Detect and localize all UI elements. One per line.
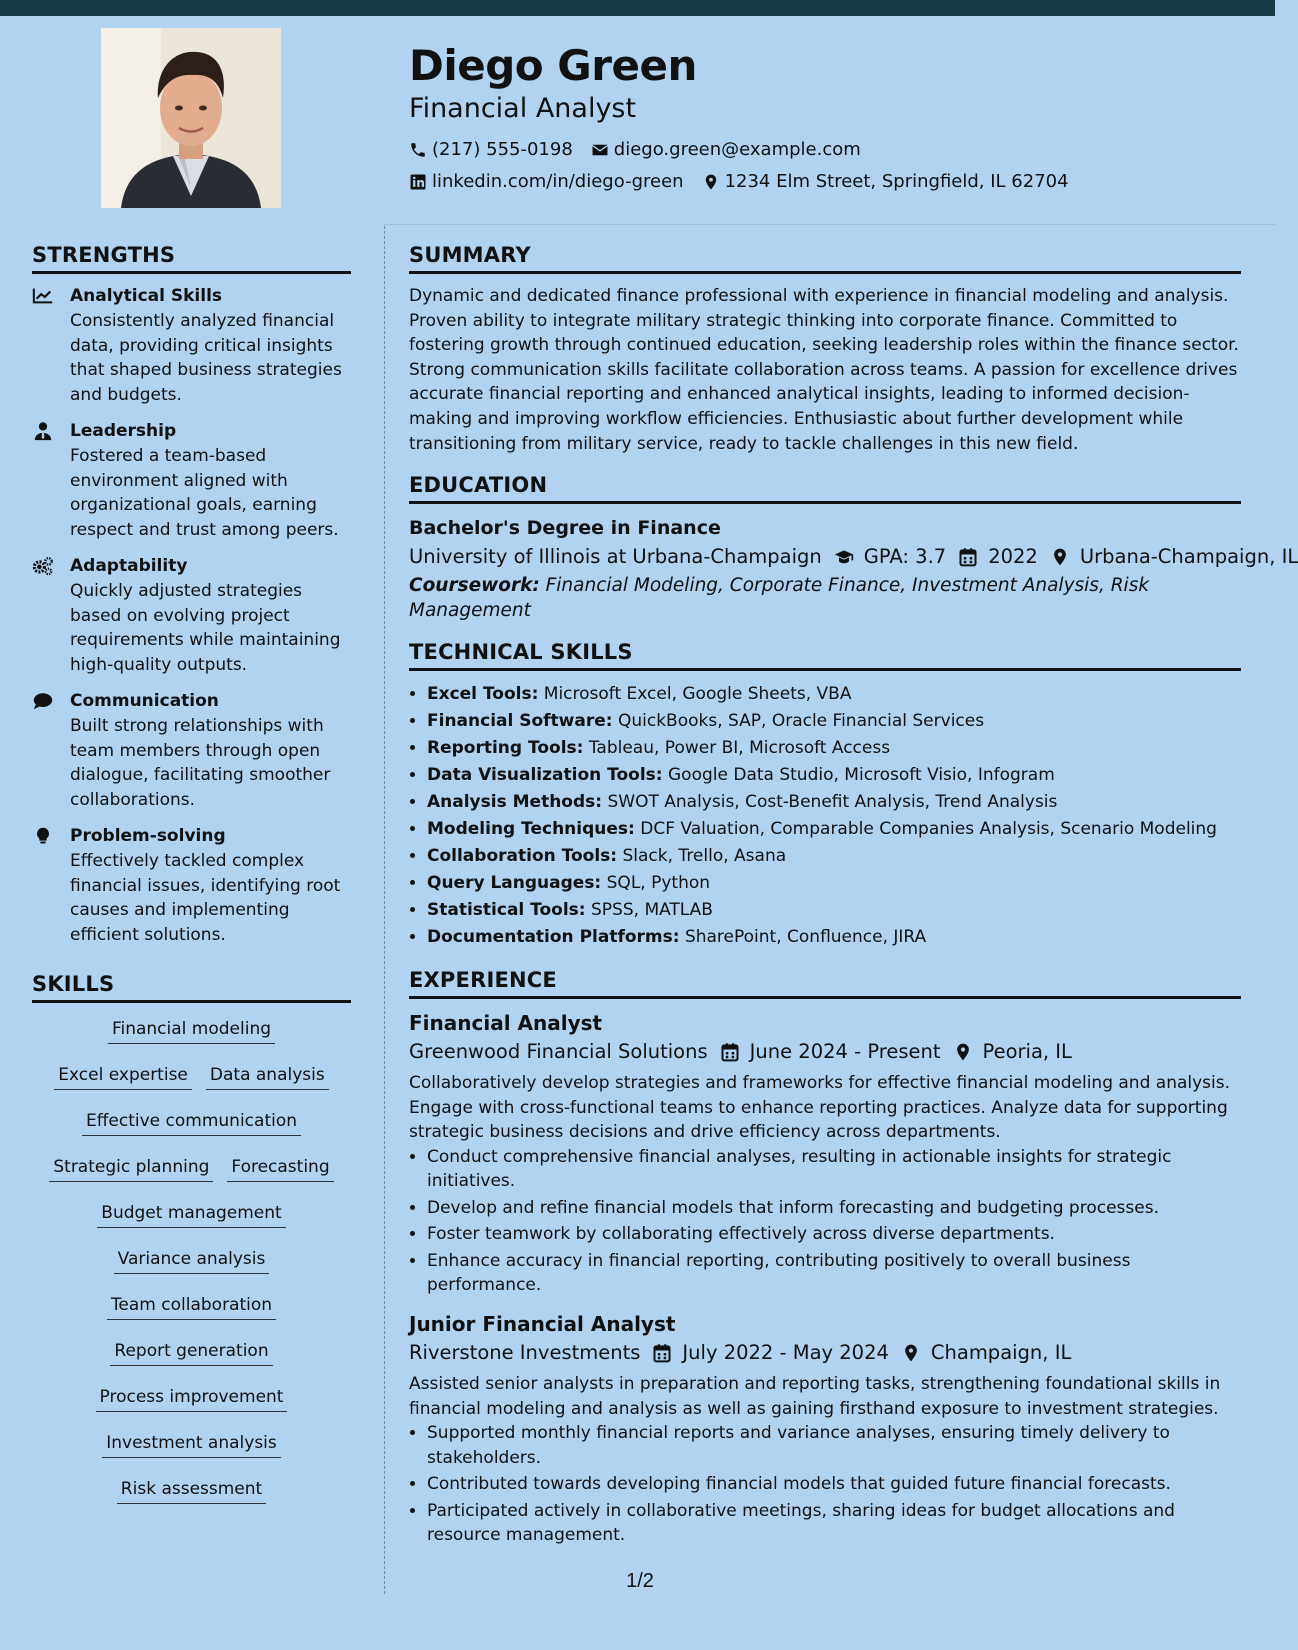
skill-tag: Forecasting	[227, 1155, 333, 1182]
profile-photo	[101, 28, 281, 208]
education-meta	[409, 542, 1298, 572]
top-bar	[0, 0, 1275, 16]
skill-tag: Strategic planning	[49, 1155, 213, 1182]
user-tie-icon	[32, 421, 54, 441]
job-description: Collaboratively develop strategies and frameworks for effective financial modeling and analysis. Engage with cross-functional teams to enhance reporting practices. Analyze data for supporting strategic business decisions and drive efficiency across departments.	[409, 1073, 1231, 1143]
job-description: Assisted senior analysts in preparation and reporting tasks, strengthening foundational skills in financial modeling and analysis as well as gaining firsthand exposure to investment strategies.	[409, 1373, 1221, 1419]
list-item: • Statistical Tools: SPSS, MATLAB	[427, 897, 1241, 924]
strength-item	[32, 689, 351, 812]
skill-tag: Investment analysis	[102, 1431, 281, 1458]
strength-item	[32, 284, 351, 407]
summary-heading: SUMMARY	[409, 240, 1241, 274]
strength-item	[32, 824, 351, 947]
strength-desc: Consistently analyzed financial data, providing critical insights that shaped business strategies and budgets.	[70, 311, 342, 405]
strength-name: Analytical Skills	[70, 286, 223, 306]
skill-tag: Risk assessment	[117, 1477, 266, 1504]
left-column	[32, 240, 351, 1523]
linkedin-text: linkedin.com/in/diego-green	[432, 171, 684, 192]
skill-tag: Excel expertise	[54, 1063, 192, 1090]
strengths-heading: STRENGTHS	[32, 240, 351, 274]
strength-desc: Quickly adjusted strategies based on evolving project requirements while maintaining high-quality outputs.	[70, 581, 341, 675]
skill-tag: Report generation	[110, 1339, 272, 1366]
job-meta	[409, 1338, 1241, 1368]
resume-header	[409, 40, 1239, 198]
strength-item	[32, 419, 351, 542]
list-item: • Modeling Techniques: DCF Valuation, Comparable Companies Analysis, Scenario Modeling	[427, 816, 1241, 843]
list-item: • Collaboration Tools: Slack, Trello, Asana	[427, 843, 1241, 870]
gpa: GPA: 3.7	[863, 545, 947, 569]
header-divider	[384, 224, 1275, 225]
contact-row-1	[409, 134, 1239, 166]
phone-icon	[409, 141, 427, 159]
strength-desc: Effectively tackled complex financial issues, identifying root causes and implementing efficient solutions.	[70, 851, 341, 945]
strength-desc: Fostered a team-based environment aligned with organizational goals, earning respect and trust among peers.	[70, 446, 339, 540]
list-item: • Foster teamwork by collaborating effectively across diverse departments.	[427, 1222, 1241, 1247]
list-item: • Conduct comprehensive financial analyses, resulting in actionable insights for strategic initiatives.	[427, 1145, 1241, 1194]
email-text: diego.green@example.com	[613, 139, 861, 160]
address-contact	[702, 166, 1069, 198]
list-item: • Contributed towards developing financial models that guided future financial forecasts.	[427, 1472, 1241, 1497]
skill-tag: Process improvement	[96, 1385, 288, 1412]
technical-skills-list	[409, 681, 1241, 951]
candidate-title: Financial Analyst	[409, 93, 637, 124]
envelope-icon	[591, 141, 609, 159]
job-bullets	[409, 1145, 1241, 1298]
list-item: • Supported monthly financial reports and variance analyses, ensuring timely delivery to stakeholders.	[427, 1421, 1241, 1470]
skill-tag: Financial modeling	[108, 1017, 275, 1044]
email-contact[interactable]	[591, 134, 861, 166]
company-name: Greenwood Financial Solutions	[409, 1040, 708, 1064]
phone-text: (217) 555-0198	[432, 139, 573, 160]
chart-line-icon	[32, 286, 54, 306]
lightbulb-icon	[32, 826, 54, 846]
contact-row-2	[409, 166, 1239, 198]
skills-list	[32, 1017, 351, 1523]
strength-name: Communication	[70, 691, 219, 711]
summary-text: Dynamic and dedicated finance professional with experience in financial modeling and analysis. Proven ability to integrate military strategic thinking into corporate finance. Committed to fostering growth through continued education, seeking leadership roles within the finance sector. Strong communication skills facilitate collaboration across teams. A passion for excellence drives accurate financial reporting and enhanced analytical insights, leading to informed decision-making and improving workflow efficiencies. Enthusiastic about further development while transitioning from military service, ready to tackle challenges in this new field.	[409, 286, 1239, 454]
list-item: • Financial Software: QuickBooks, SAP, Oracle Financial Services	[427, 708, 1241, 735]
job-entry	[409, 1310, 1241, 1548]
technical-skills-heading: TECHNICAL SKILLS	[409, 637, 1241, 671]
graduation-cap-icon	[834, 547, 854, 567]
strength-item	[32, 554, 351, 677]
experience-heading: EXPERIENCE	[409, 965, 1241, 999]
calendar-icon	[652, 1343, 672, 1363]
job-entry	[409, 1009, 1241, 1298]
skills-heading: SKILLS	[32, 969, 351, 1003]
coursework-label: Coursework:	[409, 575, 540, 597]
degree: Bachelor's Degree in Finance	[409, 517, 721, 540]
job-location: Champaign, IL	[930, 1340, 1072, 1364]
list-item: • Data Visualization Tools: Google Data Studio, Microsoft Visio, Infogram	[427, 762, 1241, 789]
job-dates: June 2024 - Present	[749, 1040, 941, 1064]
job-meta	[409, 1037, 1241, 1067]
skill-tag: Data analysis	[206, 1063, 329, 1090]
job-location: Peoria, IL	[982, 1040, 1072, 1064]
list-item: • Analysis Methods: SWOT Analysis, Cost-Benefit Analysis, Trend Analysis	[427, 789, 1241, 816]
skill-tag: Team collaboration	[107, 1293, 276, 1320]
job-dates: July 2022 - May 2024	[682, 1340, 889, 1364]
linkedin-contact[interactable]	[409, 166, 684, 198]
strength-name: Adaptability	[70, 556, 188, 576]
school-name: University of Illinois at Urbana-Champaign	[409, 545, 822, 569]
list-item: • Documentation Platforms: SharePoint, Confluence, JIRA	[427, 924, 1241, 951]
page-number: 1/2	[626, 1570, 654, 1592]
candidate-name: Diego Green	[409, 41, 697, 90]
skill-tag: Budget management	[97, 1201, 285, 1228]
calendar-icon	[720, 1042, 740, 1062]
skill-tag: Effective communication	[82, 1109, 301, 1136]
strength-name: Problem-solving	[70, 826, 226, 846]
education-heading: EDUCATION	[409, 470, 1241, 504]
list-item: • Develop and refine financial models that inform forecasting and budgeting processes.	[427, 1196, 1241, 1221]
coursework-list: Financial Modeling, Corporate Finance, Investment Analysis, Risk Management	[409, 575, 1150, 621]
strength-name: Leadership	[70, 421, 177, 441]
graduation-year: 2022	[988, 545, 1038, 569]
job-bullets	[409, 1421, 1241, 1548]
coursework	[409, 574, 1241, 623]
location-pin-icon	[953, 1042, 973, 1062]
location-pin-icon	[901, 1343, 921, 1363]
comment-icon	[32, 691, 54, 711]
gears-icon	[32, 556, 54, 576]
education-location: Urbana-Champaign, IL	[1079, 545, 1298, 569]
company-name: Riverstone Investments	[409, 1340, 641, 1364]
phone-contact[interactable]	[409, 134, 573, 166]
address-text: 1234 Elm Street, Springfield, IL 62704	[724, 171, 1069, 192]
list-item: • Reporting Tools: Tableau, Power BI, Microsoft Access	[427, 735, 1241, 762]
list-item: • Excel Tools: Microsoft Excel, Google Sheets, VBA	[427, 681, 1241, 708]
job-title: Financial Analyst	[409, 1011, 603, 1036]
column-divider	[384, 226, 385, 1594]
linkedin-icon	[409, 173, 427, 191]
list-item: • Participated actively in collaborative meetings, sharing ideas for budget allocations and resource management.	[427, 1499, 1241, 1548]
location-pin-icon	[702, 173, 720, 191]
job-title: Junior Financial Analyst	[409, 1311, 676, 1336]
list-item: • Query Languages: SQL, Python	[427, 870, 1241, 897]
location-pin-icon	[1050, 547, 1070, 567]
right-column	[409, 240, 1298, 1560]
calendar-icon	[958, 547, 978, 567]
list-item: • Enhance accuracy in financial reporting, contributing positively to overall business performance.	[427, 1249, 1241, 1298]
strength-desc: Built strong relationships with team members through open dialogue, facilitating smoother collaborations.	[70, 716, 331, 810]
skill-tag: Variance analysis	[114, 1247, 270, 1274]
